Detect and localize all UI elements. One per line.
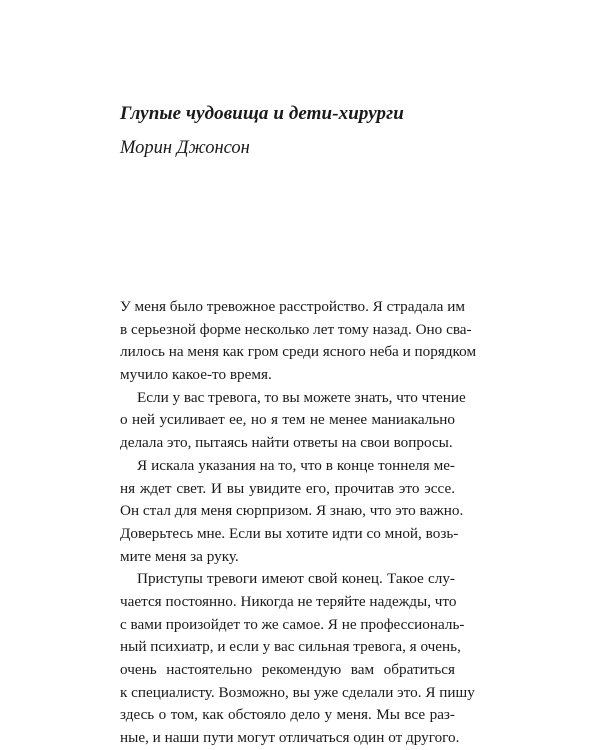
essay-body xyxy=(120,296,477,750)
paragraph xyxy=(120,387,466,455)
essay-title: Глупые чудовища и дети-хирурги xyxy=(120,103,404,124)
paragraph xyxy=(120,455,464,568)
text-line: Если у вас тревога, то вы можете знать, что чтение xyxy=(137,388,466,406)
text-line: мите меня за руку. xyxy=(120,547,239,565)
text-line: ные, и наши пути могут отличаться один от другого. xyxy=(120,729,460,747)
text-line: Он стал для меня сюрпризом. Я знаю, что это важно. xyxy=(120,502,464,520)
text-line: Доверьтесь мне. Если вы хотите идти со мной, возь- xyxy=(120,524,459,542)
text-line: Приступы тревоги имеют свой конец. Такое слу- xyxy=(137,570,455,588)
text-line: в серьезной форме несколько лет тому назад. Оно сва- xyxy=(120,320,472,338)
text-line: очень настоятельно рекомендую вам обратиться xyxy=(120,661,455,678)
text-line: ня ждет свет. И вы увидите его, прочитав это эссе. xyxy=(120,479,455,497)
text-line: У меня было тревожное расстройство. Я страдала им xyxy=(120,298,465,315)
paragraph xyxy=(120,296,477,387)
text-line: с вами произойдет то же самое. Я не профессиональ- xyxy=(120,615,465,633)
text-line: о ней усиливает ее, но я тем не менее маниакально xyxy=(120,411,455,429)
text-line: к специалисту. Возможно, вы уже сделали это. Я пишу xyxy=(120,683,475,701)
text-line: лилось на меня как гром среди ясного неба и порядком xyxy=(120,343,477,361)
essay-author: Морин Джонсон xyxy=(120,138,250,158)
text-line: делала это, пытаясь найти ответы на свои вопросы. xyxy=(120,434,453,452)
paragraph xyxy=(120,568,475,750)
text-line: ный психиатр, и если у вас сильная тревога, я очень, xyxy=(120,638,461,656)
text-line: здесь о том, как обстояло дело у меня. Мы все раз- xyxy=(120,706,455,724)
text-line: чается постоянно. Никогда не теряйте надежды, что xyxy=(120,592,457,610)
text-line: мучило какое-то время. xyxy=(120,366,272,384)
text-line: Я искала указания на то, что в конце тоннеля ме- xyxy=(137,456,455,474)
